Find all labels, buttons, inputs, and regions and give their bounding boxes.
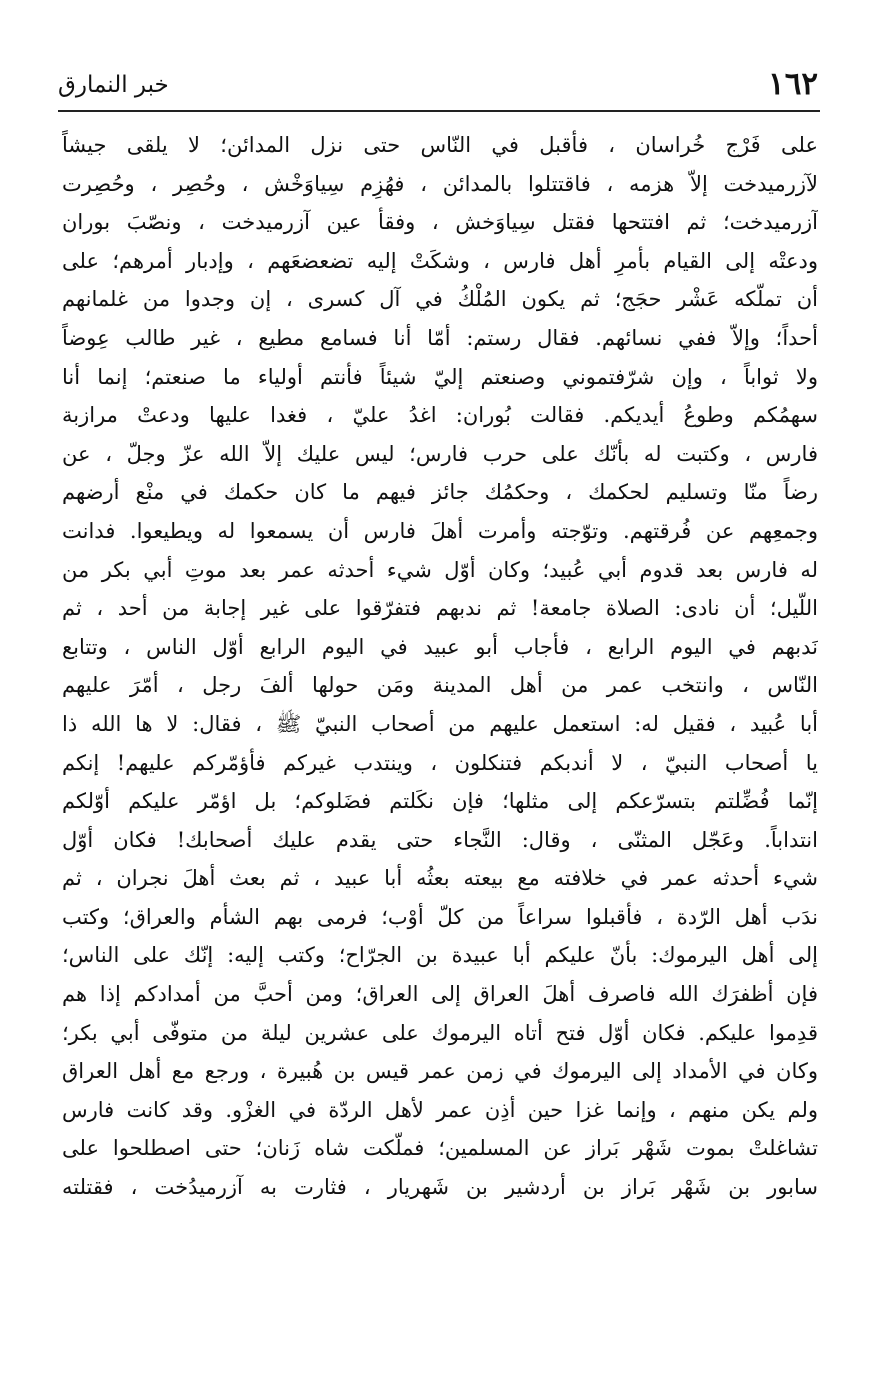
text-line: إنّما فُضِّلتم بتسرّعكم إلى مثلها؛ فإن نكَلتم فضَلوكم؛ بل اؤمّر عليكم أوّلكم — [62, 789, 818, 814]
text-line: سهمُكم وطوعُ أيديكم. فقالت بُوران: اغدُ عليّ ، فغدا عليها ودعتْ مرازبة — [62, 403, 818, 428]
text-line: ودعتْه إلى القيام بأمرِ أهل فارس ، وشكَتْ إليه تضعضعَهم ، وإدبار أمرهم؛ على — [62, 248, 818, 273]
text-line: تشاغلتْ بموت شَهْر بَراز عن المسلمين؛ فملّكت شاه زَنان؛ حتى اصطلحوا على — [62, 1136, 818, 1161]
text-line: يا أصحاب النبيّ ، لا أندبكم فتنكلون ، وينتدب غيركم فأؤمّركم عليهم! إنكم — [62, 750, 818, 775]
text-line: له فارس بعد قدوم أبي عُبيد؛ وكان أوّل شيء أحدثه عمر بعد موتِ أبي بكر من — [62, 557, 818, 582]
text-line: فارس ، وكتبت له بأنّك على حرب فارس؛ ليس عليك إلاّ الله عزّ وجلّ ، عن — [62, 441, 818, 466]
text-line: سابور بن شَهْر بَراز بن أردشير بن شَهريار ، فثارت به آزرميدُخت ، فقتلته — [62, 1175, 818, 1200]
text-line: فإن أظفرَك الله فاصرف أهلَ العراق إلى العراق؛ ومن أحبَّ من أمدادكم إذا هم — [62, 982, 818, 1007]
page-header — [58, 64, 820, 112]
text-line: إلى أهل اليرموك: بأنّ عليكم أبا عبيدة بن الجرّاح؛ وكتب إليه: إنّك على الناس؛ — [62, 943, 818, 968]
text-line: قدِموا عليكم. فكان أوّل فتح أتاه اليرموك على عشرين ليلة من متوفّى أبي بكر؛ — [62, 1020, 818, 1045]
text-line: أحداً؛ وإلاّ ففي نسائهم. فقال رستم: أمّا أنا فسامع مطيع ، غير طالب عِوضاً — [62, 325, 818, 350]
text-line: وكان في الأمداد إلى اليرموك في زمن عمر قيس بن هُبيرة ، ورجع مع أهل العراق — [62, 1059, 818, 1084]
text-line: النّاس ، وانتخب عمر من أهل المدينة ومَن حولها ألفَ رجل ، أمّرَ عليهم — [62, 673, 818, 698]
text-line: اللّيل؛ أن نادى: الصلاة جامعة! ثم ندبهم فتفرّقوا على غير إجابة من أحد ، ثم — [62, 596, 818, 621]
text-line: رضاً منّا وتسليم لحكمك ، وحكمُك جائز فيهم ما كان حكمك في منْع أرضهم — [62, 480, 818, 505]
running-title: خبر النمارق — [58, 72, 169, 98]
text-line: انتداباً. وعَجّل المثنّى ، وقال: النَّجاء حتى يقدم عليك أصحابك! فكان أوّل — [62, 827, 818, 852]
text-line: ندَب أهل الرّدة ، فأقبلوا سراعاً من كلّ أوْب؛ فرمى بهم الشأم والعراق؛ وكتب — [62, 904, 818, 929]
text-line: أبا عُبيد ، فقيل له: استعمل عليهم من أصحاب النبيّ ﷺ ، فقال: لا ها الله ذا — [62, 711, 818, 736]
text-line: آزرميدخت؛ ثم افتتحها فقتل سِياوَخش ، وفقأ عين آزرميدخت ، ونصّبَ بوران — [62, 210, 818, 235]
text-line: نَدبهم في اليوم الرابع ، فأجاب أبو عبيد في اليوم الرابع أوّل الناس ، وتتابع — [62, 634, 818, 659]
text-line: على فَرْج خُراسان ، فأقبل في النّاس حتى نزل المدائن؛ لا يلقى جيشاً — [62, 133, 818, 157]
page-number: ١٦٢ — [768, 66, 818, 102]
text-line: شيء أحدثه عمر في خلافته مع بيعته بعثُه أبا عبيد ، ثم بعث أهلَ نجران ، ثم — [62, 866, 818, 891]
body-text — [62, 126, 818, 1207]
text-line: لآزرميدخت إلاّ هزمه ، فاقتتلوا بالمدائن ، فهُزِم سِياوَخْش ، وحُصِر ، وحُصِرت — [62, 171, 818, 196]
text-line: وجمعِهم عن فُرقتهم. وتوّجته وأمرت أهلَ فارس أن يسمعوا له ويطيعوا. فدانت — [62, 518, 818, 543]
text-line: ولا ثواباً ، وإن شرّفتموني وصنعتم إليّ شيئاً فأنتم أولياء ما صنعتم؛ إنما أنا — [62, 364, 818, 389]
text-line: ولم يكن منهم ، وإنما غزا حين أذِن عمر لأهل الردّة في الغزْو. وقد كانت فارس — [62, 1097, 818, 1122]
text-line: أن تملّكه عَشْر حجَج؛ ثم يكون المُلْكُ في آل كسرى ، إن وجدوا من غلمانهم — [62, 287, 818, 312]
